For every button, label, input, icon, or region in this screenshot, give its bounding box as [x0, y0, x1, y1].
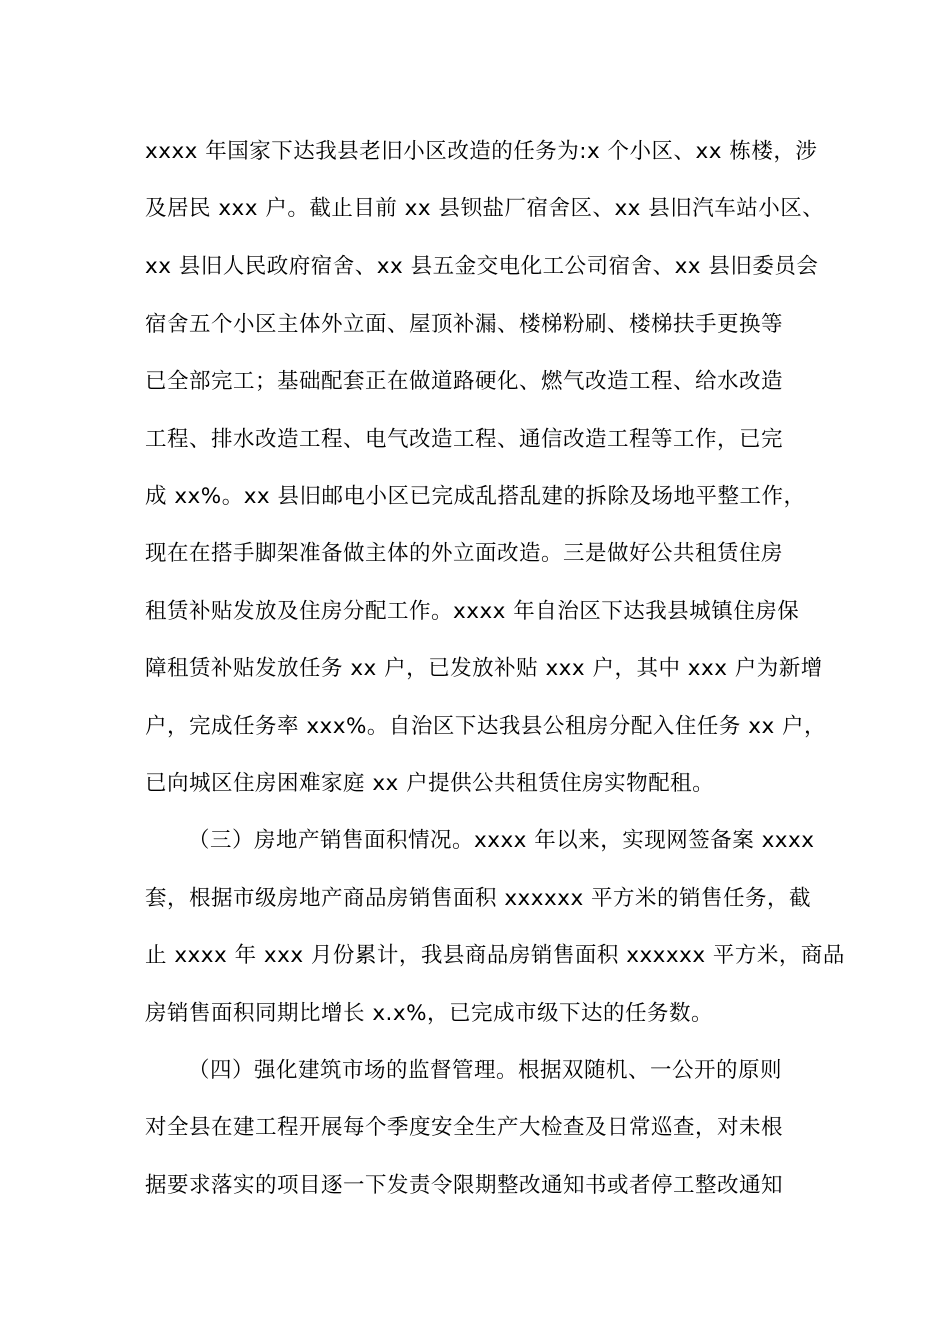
- text-line: 已全部完工；基础配套正在做道路硬化、燃气改造工程、给水改造: [145, 369, 784, 394]
- text-line: 工程、排水改造工程、电气改造工程、通信改造工程等工作，已完: [145, 427, 784, 452]
- section-heading-4: （四）强化建筑市场的监督管理。根据双随机、一公开的原则: [188, 1058, 783, 1083]
- text-line: 对全县在建工程开展每个季度安全生产大检查及日常巡查，对未根: [145, 1115, 784, 1140]
- text-line: 房销售面积同期比增长 x.x%，已完成市级下达的任务数。: [145, 1001, 714, 1026]
- text-line: 宿舍五个小区主体外立面、屋顶补漏、楼梯粉刷、楼梯扶手更换等: [145, 312, 784, 337]
- text-line: 止 xxxx 年 xxx 月份累计，我县商品房销售面积 xxxxxx 平方米，商品: [145, 943, 845, 968]
- section-heading-3: （三）房地产销售面积情况。xxxx 年以来，实现网签备案 xxxx: [188, 828, 815, 853]
- text-line: 租赁补贴发放及住房分配工作。xxxx 年自治区下达我县城镇住房保: [145, 599, 800, 624]
- text-line: 障租赁补贴发放任务 xx 户，已发放补贴 xxx 户，其中 xxx 户为新增: [145, 656, 823, 681]
- text-line: 已向城区住房困难家庭 xx 户提供公共租赁住房实物配租。: [145, 771, 715, 796]
- text-line: 现在在搭手脚架准备做主体的外立面改造。三是做好公共租赁住房: [145, 541, 784, 566]
- text-line: xxxx 年国家下达我县老旧小区改造的任务为:x 个小区、xx 栋楼，涉: [145, 139, 818, 164]
- text-line: 户，完成任务率 xxx%。自治区下达我县公租房分配入住任务 xx 户，: [145, 714, 827, 739]
- text-line: 成 xx%。xx 县旧邮电小区已完成乱搭乱建的拆除及场地平整工作，: [145, 484, 806, 509]
- text-line: 及居民 xxx 户。截止目前 xx 县钡盐厂宿舍区、xx 县旧汽车站小区、: [145, 196, 825, 221]
- text-line: 套，根据市级房地产商品房销售面积 xxxxxx 平方米的销售任务，截: [145, 886, 812, 911]
- text-line: xx 县旧人民政府宿舍、xx 县五金交电化工公司宿舍、xx 县旧委员会: [145, 254, 819, 279]
- text-line: 据要求落实的项目逐一下发责令限期整改通知书或者停工整改通知: [145, 1173, 784, 1198]
